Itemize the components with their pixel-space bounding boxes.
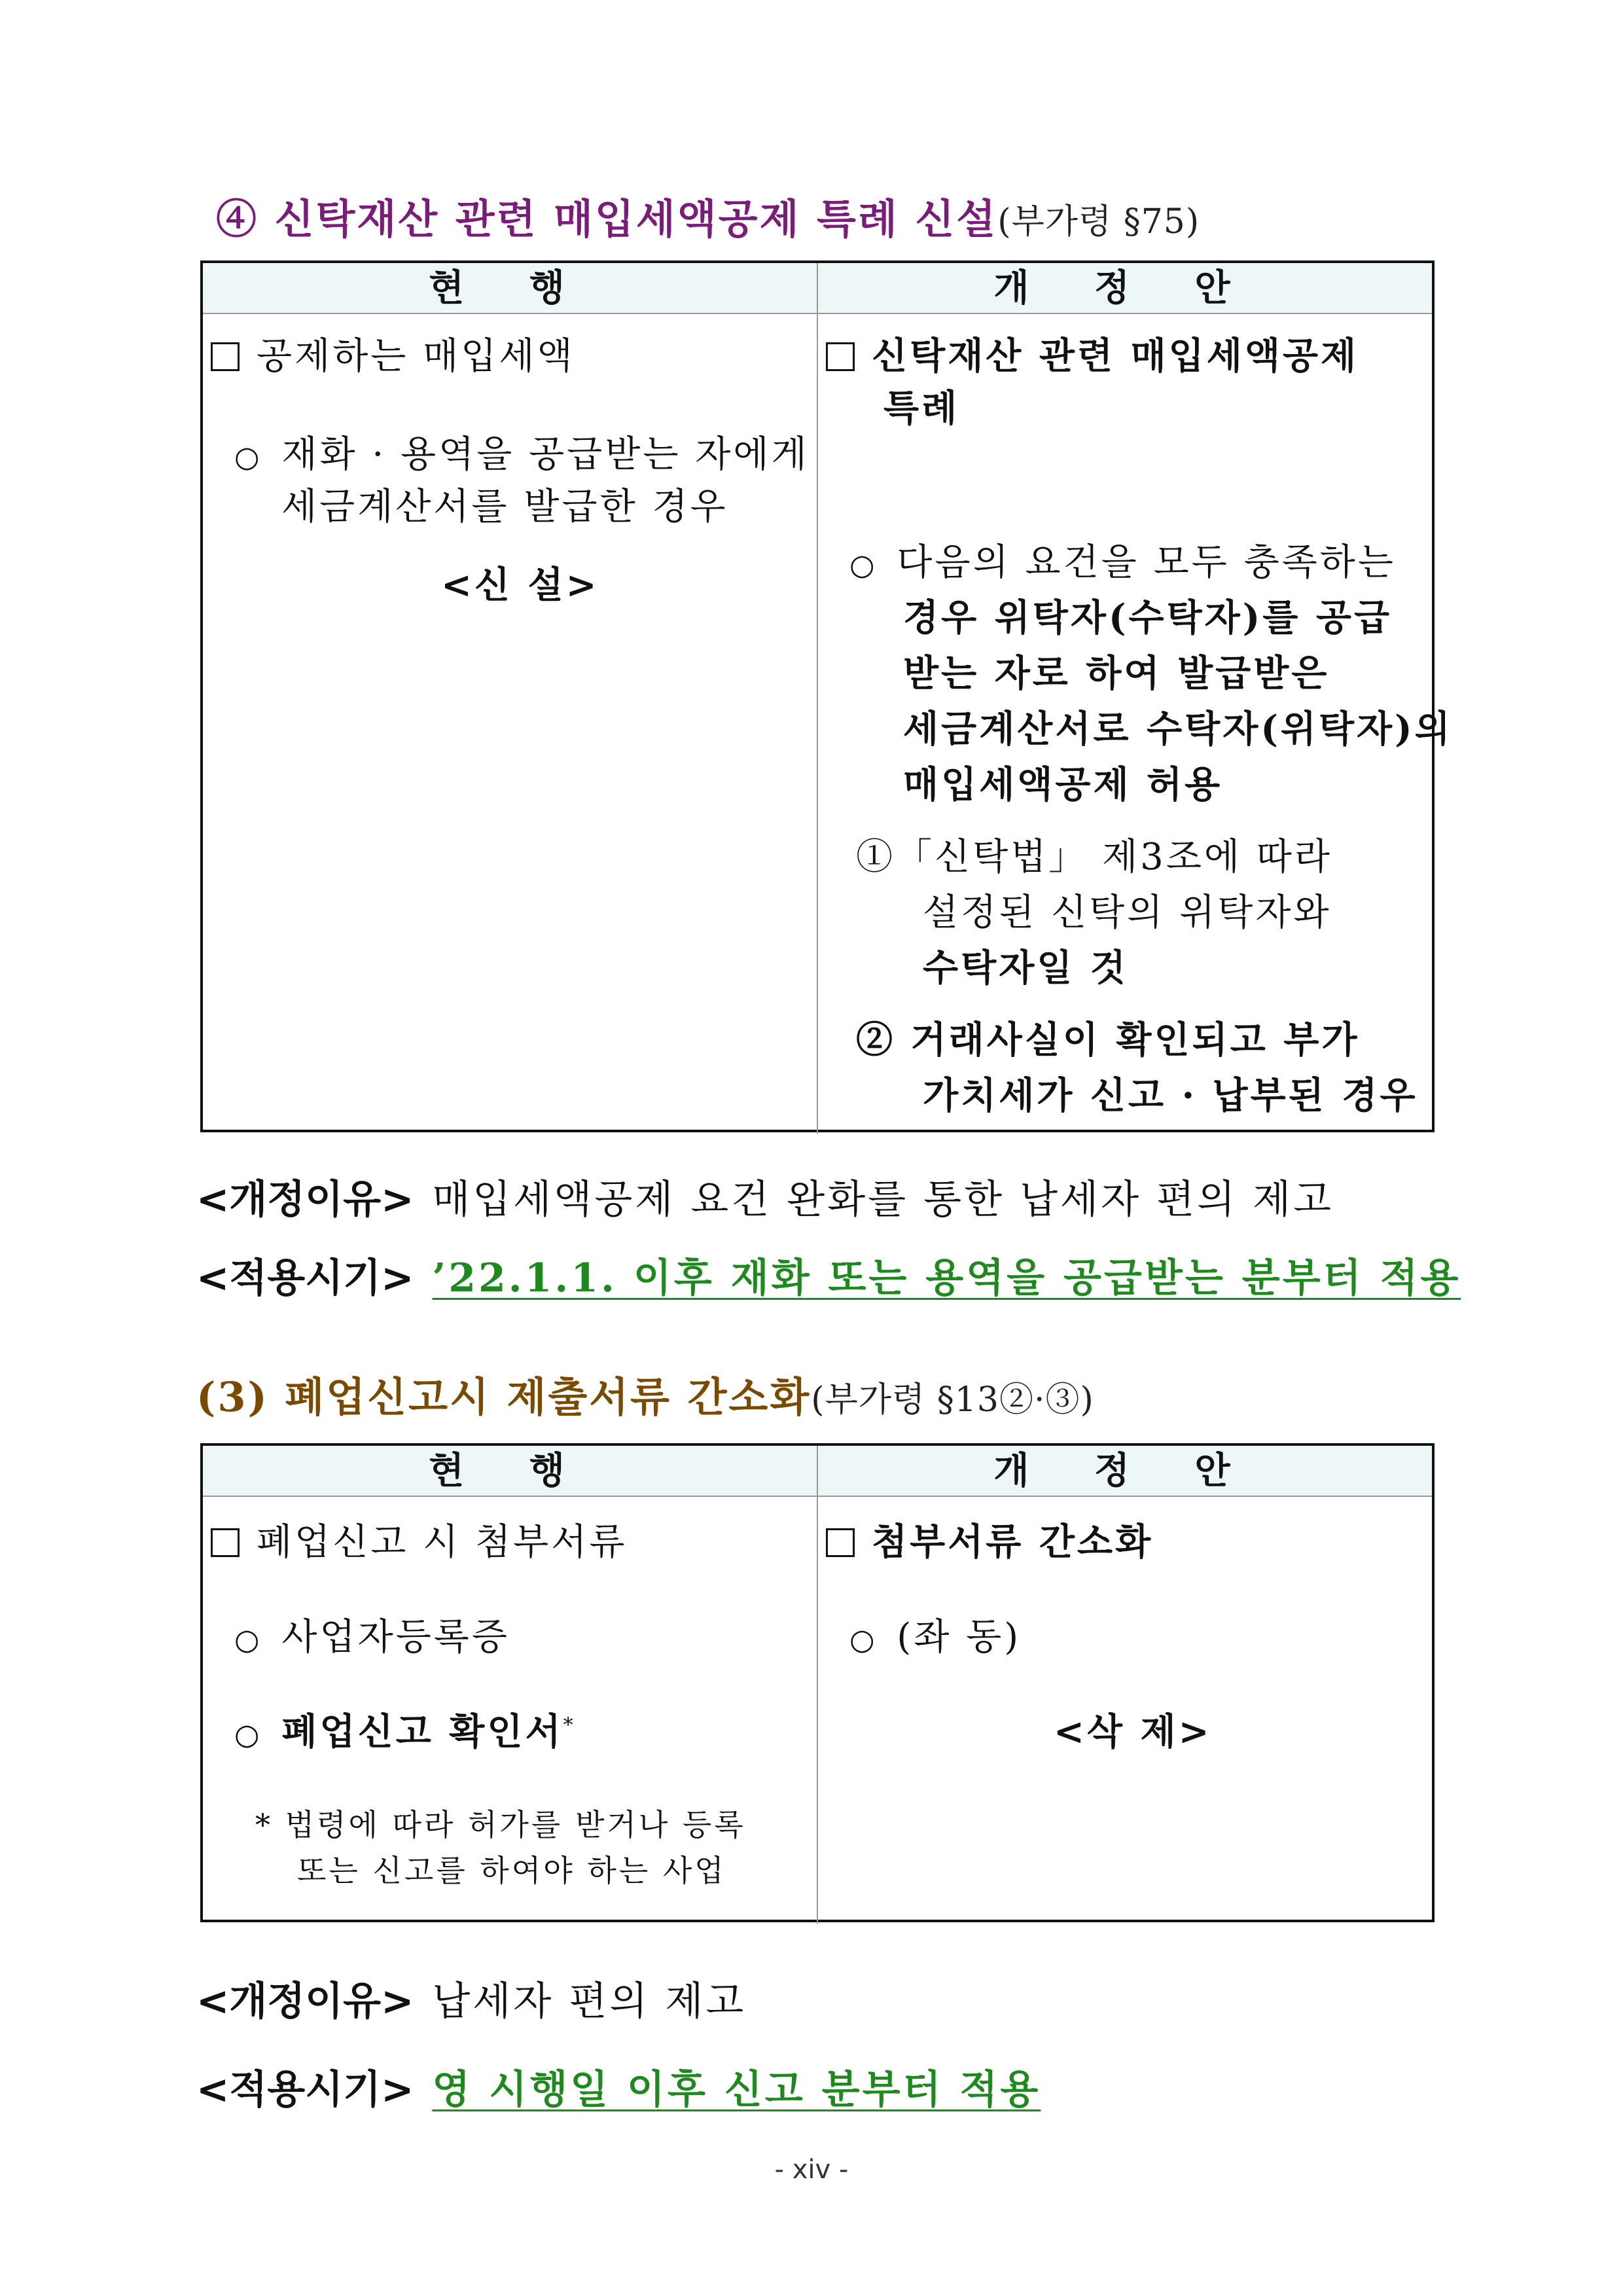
section2-ref: (부가령 §13②·③)	[811, 1380, 1094, 1420]
revised-bullet-1-line2: 경우 위탁자(수탁자)를 공급	[903, 596, 1393, 639]
current-item-1	[211, 1513, 627, 1566]
current-bullet-1	[234, 1608, 510, 1660]
reason-label: <개정이유>	[196, 1177, 414, 1223]
header-current: 현 행	[429, 266, 591, 310]
apply-text: 영 시행일 이후 신고 분부터 적용	[432, 2067, 1041, 2113]
section2-title-text: (3) 폐업신고시 제출서류 간소화	[196, 1373, 812, 1421]
checkbox-square-icon	[826, 342, 855, 371]
current-bullet-1	[234, 425, 810, 478]
circle-bullet-icon: ○	[849, 1623, 878, 1657]
circle-bullet-icon: ○	[849, 548, 878, 582]
footnote-line-2: 또는 신고를 하여야 하는 사업	[297, 1853, 726, 1888]
section2-apply	[196, 2058, 1041, 2115]
circle-bullet-icon: ○	[234, 440, 262, 474]
section2-reason	[196, 1970, 746, 2026]
current-item-1-text: 공제하는 매입세액	[257, 335, 575, 378]
requirement-2: ② 거래사실이 확인되고 부가	[856, 1018, 1360, 1062]
section1-title-text: ④ 신탁재산 관련 매입세액공제 특례 신설	[216, 195, 998, 243]
revised-bullet-1	[849, 1608, 1021, 1660]
current-bullet-2-text: 폐업신고 확인서	[281, 1710, 563, 1753]
revised-bullet-1-line3: 받는 자로 하여 발급받은	[903, 652, 1330, 695]
checkbox-square-icon	[211, 342, 240, 371]
footnote-line-1: * 법령에 따라 허가를 받거나 등록	[255, 1807, 746, 1842]
current-bullet-1-text: 재화 · 용역을 공급받는 자에게	[281, 433, 810, 476]
section1-title	[216, 187, 1200, 245]
revised-bullet-1-text: (좌 동)	[897, 1616, 1022, 1659]
current-column	[203, 1497, 817, 1924]
deleted-placeholder: <삭 제>	[1054, 1710, 1212, 1753]
revised-item-1	[826, 327, 1359, 380]
apply-text: ’22.1.1. 이후 재화 또는 용역을 공급받는 분부터 적용	[432, 1255, 1461, 1301]
revised-bullet-1	[849, 533, 1396, 586]
current-column	[203, 314, 817, 1134]
table1-header	[203, 263, 1432, 314]
revised-column	[817, 314, 1453, 1134]
current-bullet-1-text: 사업자등록증	[281, 1616, 510, 1659]
revised-item-1-cont: 특례	[883, 387, 960, 430]
revised-bullet-1-line5: 매입세액공제 허용	[903, 763, 1223, 806]
section1-apply	[196, 1247, 1461, 1303]
revised-item-1	[826, 1513, 1153, 1566]
page-number: - xiv -	[774, 2155, 849, 2185]
reason-label: <개정이유>	[196, 1979, 414, 2024]
header-revised: 개 정 안	[817, 263, 1432, 313]
revised-bullet-1-text: 다음의 요건을 모두 충족하는	[897, 541, 1396, 584]
revised-item-1-text: 신탁재산 관련 매입세액공제	[872, 334, 1359, 378]
apply-label: <적용시기>	[196, 1255, 414, 1301]
new-placeholder: <신 설>	[441, 564, 599, 607]
revised-item-1-text: 첨부서류 간소화	[872, 1520, 1154, 1564]
comparison-table-2	[200, 1443, 1435, 1922]
section2-title	[196, 1365, 1094, 1423]
checkbox-square-icon	[826, 1528, 855, 1557]
reason-text: 납세자 편의 제고	[432, 1979, 747, 2024]
reason-text: 매입세액공제 요건 완화를 통한 납세자 편의 제고	[432, 1177, 1334, 1223]
revised-column	[817, 1497, 1432, 1924]
header-current: 현 행	[429, 1449, 591, 1492]
current-item-1-text: 폐업신고 시 첨부서류	[257, 1521, 628, 1564]
requirement-2-line2: 가치세가 신고 · 납부된 경우	[923, 1074, 1418, 1117]
requirement-1-line2: 설정된 신탁의 위탁자와	[923, 891, 1332, 934]
section1-ref: (부가령 §75)	[997, 202, 1200, 242]
comparison-table-1	[200, 260, 1453, 1132]
circle-bullet-icon: ○	[234, 1718, 262, 1751]
current-bullet-2	[234, 1703, 576, 1755]
requirement-1-line3: 수탁자일 것	[923, 946, 1128, 990]
apply-label: <적용시기>	[196, 2067, 414, 2113]
footnote-mark: *	[563, 1713, 576, 1737]
header-revised: 개 정 안	[817, 1446, 1432, 1496]
table2-header	[203, 1446, 1432, 1497]
current-bullet-1-cont: 세금계산서를 발급한 경우	[281, 486, 728, 528]
requirement-1: ①「신탁법」 제3조에 따라	[856, 836, 1332, 878]
revised-bullet-1-line4: 세금계산서로 수탁자(위탁자)의	[903, 708, 1453, 751]
current-item-1	[211, 327, 575, 380]
checkbox-square-icon	[211, 1528, 240, 1557]
section1-reason	[196, 1168, 1334, 1225]
circle-bullet-icon: ○	[234, 1623, 262, 1657]
